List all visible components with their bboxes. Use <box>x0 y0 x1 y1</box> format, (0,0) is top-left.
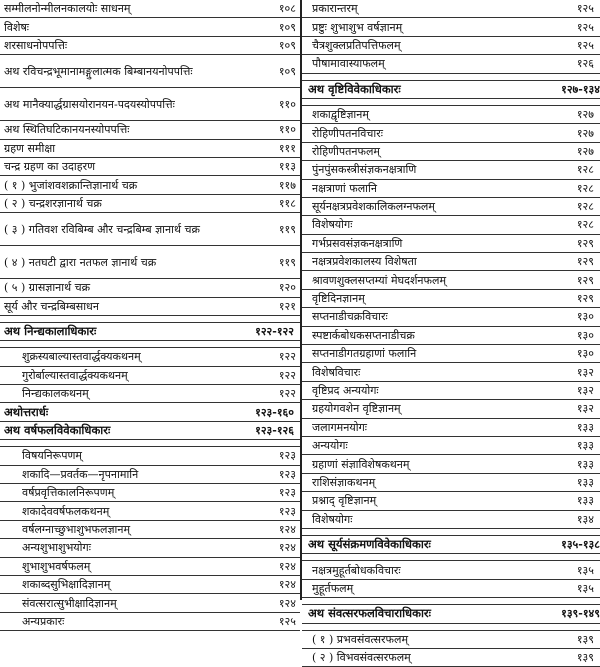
toc-entry <box>0 558 300 576</box>
toc-entry <box>0 298 300 316</box>
section-title: अथोत्तरार्धः <box>4 404 49 419</box>
entry-page: १२५ <box>576 2 594 16</box>
entry-title: विशेषविचारः <box>312 365 361 379</box>
toc-entry <box>0 246 300 279</box>
entry-page: १२१ <box>278 299 296 313</box>
toc-entry <box>302 180 600 198</box>
entry-page: १२९ <box>576 292 594 306</box>
toc-entry <box>302 511 600 529</box>
entry-title: ग्रहयोगवशेन वृष्टिज्ञानम् <box>312 402 401 416</box>
entry-title: विषयनिरूपणम् <box>22 449 82 463</box>
entry-page: १२८ <box>576 218 594 232</box>
entry-page: १०९ <box>278 38 296 52</box>
entry-page: १२८ <box>576 181 594 195</box>
entry-title: प्रकारान्तरम् <box>312 2 358 16</box>
section-title: अथ वृष्टिविवेकाधिकारः <box>308 81 401 96</box>
section-title: अथ संवत्सरफलविचाराधिकारः <box>308 606 431 621</box>
toc-entry <box>0 466 300 484</box>
entry-title: नक्षत्राणां फलानि <box>312 181 377 195</box>
entry-title: वर्षप्रवृत्तिकालनिरूपणम् <box>22 486 115 500</box>
entry-page: ११८ <box>278 196 296 210</box>
entry-page: १३२ <box>576 365 594 379</box>
entry-title: ( ५ ) ग्रासज्ञानार्थ चक्र <box>4 281 91 295</box>
section-heading <box>302 81 600 99</box>
section-gap <box>0 316 300 323</box>
entry-title: अथ स्थितिघटिकानयनस्योपपत्तिः <box>4 123 130 137</box>
entry-page: १३९ <box>576 632 594 646</box>
toc-entry <box>302 55 600 73</box>
entry-page: १२४ <box>278 523 296 536</box>
entry-title: शकादेववर्षफलकथनम् <box>22 504 110 518</box>
toc-entry <box>0 367 300 385</box>
section-pages: १२७-१३४ <box>561 82 600 96</box>
section-gap <box>302 74 600 81</box>
toc-entry <box>302 561 600 579</box>
entry-page: १२० <box>278 281 296 295</box>
toc-entry <box>0 37 300 55</box>
section-gap <box>302 99 600 106</box>
entry-page: १२७ <box>576 144 594 158</box>
entry-page: १२३ <box>278 504 296 518</box>
toc-entry <box>302 198 600 216</box>
entry-title: अथ मानैक्यार्द्धग्रासयोरानयन-पदयस्योपपत्तिः <box>4 97 175 111</box>
entry-title: ( २ ) चन्द्रशरज्ञानार्थ चक्र <box>4 196 102 210</box>
toc-entry <box>302 345 600 363</box>
toc-entry <box>0 502 300 520</box>
entry-title: प्रष्टुः शुभाशुभ वर्षज्ञानम् <box>312 20 403 34</box>
entry-page: ११९ <box>278 222 296 236</box>
toc-entry <box>302 327 600 345</box>
entry-title: विशेषयोगः <box>312 218 353 232</box>
section-gap <box>302 598 600 605</box>
entry-page: १३२ <box>576 402 594 416</box>
entry-title: ( ३ ) गतिवश रविबिम्ब और चन्द्रबिम्ब ज्ञानार्थ चक्र <box>4 222 200 236</box>
entry-title: शकाद्वृष्टिज्ञानम् <box>312 108 369 122</box>
toc-entry <box>302 455 600 473</box>
toc-entry <box>0 195 300 213</box>
entry-page: १३३ <box>576 475 594 489</box>
toc-entry <box>0 18 300 36</box>
toc-entry <box>0 213 300 246</box>
toc-entry <box>302 161 600 179</box>
entry-page: १२२ <box>278 368 296 382</box>
entry-title: रोहिणीपतनविचारः <box>312 126 383 140</box>
entry-title: शकाब्दसुभिक्षादिज्ञानम् <box>22 578 111 592</box>
toc-right-column <box>302 0 600 665</box>
section-gap <box>302 554 600 561</box>
toc-entry <box>0 0 300 18</box>
entry-title: संवत्सरात्सुभीक्षादिज्ञानम् <box>22 596 117 610</box>
entry-page: १२७ <box>576 126 594 140</box>
entry-page: १२४ <box>278 541 296 555</box>
entry-page: १३३ <box>576 457 594 471</box>
entry-page: ११० <box>278 123 296 137</box>
toc-entry <box>302 437 600 455</box>
entry-title: चन्द्र ग्रहण का उदाहरण <box>4 160 96 174</box>
entry-title: चैत्रशुक्लप्रतिपत्तिफलम् <box>312 38 401 52</box>
section-heading <box>0 323 300 341</box>
entry-title: अथ रविचन्द्रभूमानामङ्गुलात्मक बिम्बानयनोपपत्तिः <box>4 64 193 78</box>
entry-page: १२२ <box>278 387 296 401</box>
entry-page: १२९ <box>576 236 594 250</box>
entry-page: १२३ <box>278 467 296 481</box>
entry-page: १३२ <box>576 384 594 397</box>
entry-page: १२८ <box>576 163 594 177</box>
toc-entry <box>302 143 600 161</box>
toc-entry <box>302 253 600 271</box>
entry-page: १२६ <box>576 57 594 71</box>
toc-entry <box>302 492 600 510</box>
entry-title: सम्मीलनोन्मीलनकालयोः साधनम् <box>4 2 131 16</box>
entry-page: १२५ <box>576 38 594 52</box>
entry-page: १११ <box>278 141 296 155</box>
entry-title: विशेषयोगः <box>312 512 353 526</box>
toc-entry <box>302 419 600 437</box>
entry-title: सप्तनाडीचक्रविचारः <box>312 310 388 324</box>
entry-page: १३९ <box>576 651 594 665</box>
entry-title: शुक्रस्यबाल्यास्तवार्द्धक्यकथनम् <box>22 350 141 364</box>
entry-title: ( २ ) विभवसंवत्सरफलम् <box>312 651 411 665</box>
section-heading <box>0 422 300 440</box>
entry-title: शुभाशुभवर्षफलम् <box>22 559 91 573</box>
toc-entry <box>0 447 300 465</box>
entry-page: १३० <box>576 347 594 361</box>
toc-entry <box>0 348 300 366</box>
toc-entry <box>302 631 600 649</box>
entry-page: १२९ <box>576 273 594 287</box>
entry-title: नक्षत्रप्रवेशकालस्य विशेषता <box>312 255 417 269</box>
entry-title: ( १ ) भुजांशवशक्रान्तिज्ञानार्थ चक्र <box>4 178 138 192</box>
toc-entry <box>0 121 300 139</box>
toc-entry <box>0 613 300 631</box>
entry-page: १०८ <box>278 2 296 16</box>
toc-entry <box>302 308 600 326</box>
entry-page: १२४ <box>278 596 296 610</box>
entry-page: ११० <box>278 97 296 111</box>
toc-entry <box>302 363 600 381</box>
entry-title: सूर्यनक्षत्रप्रवेशकालिकलग्नफलम् <box>312 200 435 214</box>
toc-entry <box>302 124 600 142</box>
toc-entry <box>302 18 600 36</box>
entry-title: पुंनपुंसकस्त्रीसंज्ञकनक्षत्राणि <box>312 163 417 177</box>
entry-page: १२३ <box>278 449 296 463</box>
toc-entry <box>0 279 300 297</box>
entry-page: १३३ <box>576 420 594 434</box>
toc-entry <box>302 271 600 289</box>
toc-entry <box>302 235 600 253</box>
entry-title: शरसाधनोपपत्तिः <box>4 38 68 52</box>
toc-entry <box>302 290 600 308</box>
entry-page: ११७ <box>278 178 296 192</box>
toc-entry <box>302 382 600 400</box>
entry-title: शकादि—प्रवर्तक—नृपनामानि <box>22 467 139 481</box>
toc-entry <box>302 106 600 124</box>
entry-page: ११९ <box>278 255 296 269</box>
entry-title: विशेषः <box>4 20 30 34</box>
entry-title: वर्षलग्नाच्छुभाशुभफलज्ञानम् <box>22 523 131 536</box>
toc-entry <box>0 385 300 403</box>
toc-entry <box>302 400 600 418</box>
toc-entry <box>0 539 300 557</box>
entry-page: १३० <box>576 310 594 324</box>
entry-page: १२५ <box>278 614 296 628</box>
section-gap <box>302 529 600 536</box>
section-heading <box>0 403 300 421</box>
entry-title: ग्रहण समीक्षा <box>4 141 56 155</box>
entry-title: अन्यशुभाशुभयोगः <box>22 541 91 555</box>
toc-entry <box>0 55 300 88</box>
entry-title: मुहूर्तफलम् <box>312 581 354 595</box>
toc-entry <box>302 216 600 234</box>
entry-page: १३५ <box>576 563 594 577</box>
entry-title: गर्भप्रसवसंज्ञकनक्षत्राणि <box>312 236 403 250</box>
entry-page: १३४ <box>576 512 594 526</box>
section-pages: १२३-१२६ <box>255 424 294 438</box>
section-pages: १३५-१३८ <box>561 538 600 552</box>
entry-title: वृष्टिदिनज्ञानम् <box>312 292 365 306</box>
toc-entry <box>0 158 300 176</box>
entry-title: सप्तनाडीगतग्रहाणां फलानि <box>312 347 417 361</box>
entry-page: १२५ <box>576 20 594 34</box>
entry-page: १२९ <box>576 255 594 269</box>
section-title: अथ निन्द्यकालाधिकारः <box>4 324 97 339</box>
entry-title: नक्षत्रमुहूर्तबोधकविचारः <box>312 563 401 577</box>
section-gap <box>0 440 300 447</box>
section-gap <box>0 341 300 348</box>
entry-page: १३३ <box>576 494 594 508</box>
entry-page: १३५ <box>576 581 594 595</box>
entry-title: श्रावणशुक्लसप्तम्यां मेघदर्शनफलम् <box>312 273 447 287</box>
toc-entry <box>0 176 300 194</box>
toc-entry <box>0 576 300 594</box>
toc-entry <box>0 484 300 502</box>
entry-title: प्रश्नाद् वृष्टिज्ञानम् <box>312 494 377 508</box>
entry-title: सूर्य और चन्द्रबिम्बसाधन <box>4 299 99 313</box>
toc-entry <box>0 521 300 539</box>
entry-title: पौषामावास्याफलम् <box>312 57 385 71</box>
entry-title: स्पष्टार्कबोधकसप्तनाडीचक्र <box>312 328 415 342</box>
entry-page: १०९ <box>278 64 296 78</box>
entry-page: १२४ <box>278 578 296 592</box>
toc-entry <box>0 140 300 158</box>
entry-page: १२२ <box>278 350 296 364</box>
toc-entry <box>302 37 600 55</box>
toc-entry <box>0 88 300 121</box>
entry-title: निन्द्यकालकथनम् <box>22 387 89 401</box>
section-title: अथ वर्षफलविवेकाधिकारः <box>4 423 111 438</box>
section-pages: १२३-१६० <box>255 405 294 419</box>
entry-page: १३० <box>576 328 594 342</box>
toc-entry <box>302 0 600 18</box>
toc-entry <box>302 580 600 598</box>
entry-title: ( ४ ) नतघटी द्वारा नतफल ज्ञानार्थ चक्र <box>4 255 157 269</box>
entry-title: रोहिणीपतनफलम् <box>312 144 380 158</box>
entry-page: १२४ <box>278 559 296 573</box>
entry-title: ग्रहाणां संज्ञाविशेषकथनम् <box>312 457 410 471</box>
entry-page: १२७ <box>576 108 594 122</box>
section-heading <box>302 536 600 554</box>
section-title: अथ सूर्यसंक्रमणविवेकाधिकारः <box>308 537 431 552</box>
entry-page: ११३ <box>278 160 296 174</box>
entry-page: १२३ <box>278 486 296 500</box>
toc-entry <box>0 594 300 612</box>
section-gap <box>302 624 600 631</box>
entry-title: ( १ ) प्रभवसंवत्सरफलम् <box>312 632 409 646</box>
section-pages: १२२-१२२ <box>255 325 294 339</box>
entry-title: राशिसंज्ञाकथनम् <box>312 475 376 489</box>
toc-entry <box>302 649 600 667</box>
entry-title: अन्यप्रकारः <box>22 614 65 628</box>
entry-page: १०९ <box>278 20 296 34</box>
toc-left-column <box>0 0 300 628</box>
toc-entry <box>302 474 600 492</box>
entry-title: वृष्टिप्रद अन्ययोगः <box>312 384 379 397</box>
entry-page: १२८ <box>576 200 594 214</box>
entry-page: १३३ <box>576 439 594 453</box>
section-heading <box>302 605 600 623</box>
entry-title: अन्ययोगः <box>312 439 348 453</box>
entry-title: जलागमनयोगः <box>312 420 367 434</box>
entry-title: गुरोर्बाल्यास्तवार्द्धक्यकथनम् <box>22 368 128 382</box>
section-pages: १३९-१४९ <box>561 607 600 621</box>
